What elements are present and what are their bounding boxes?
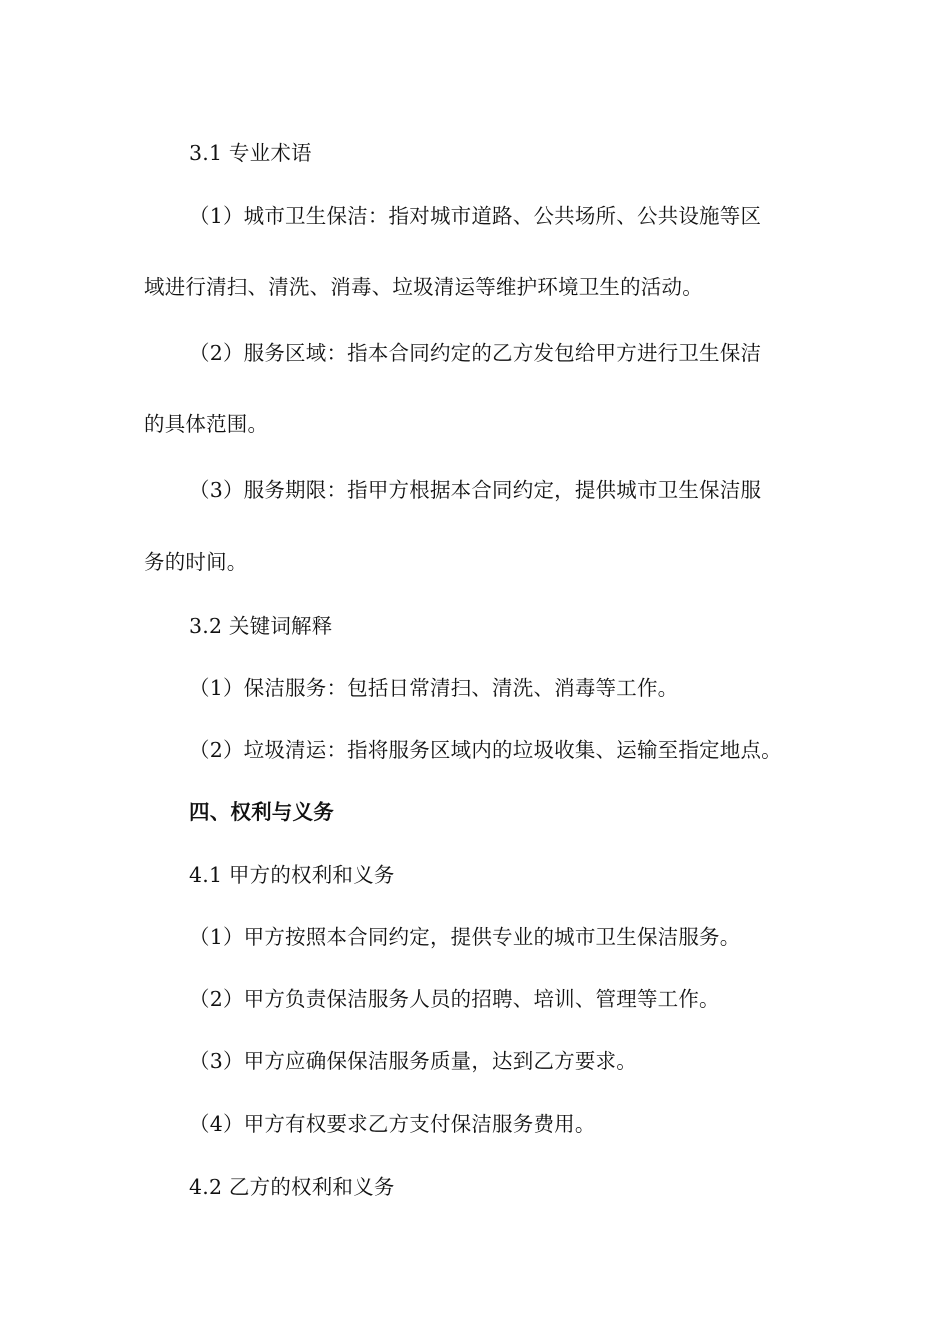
paragraph-line: （1）城市卫生保洁：指对城市道路、公共场所、公共设施等区	[189, 204, 762, 228]
paragraph-line: （3）甲方应确保保洁服务质量，达到乙方要求。	[189, 1049, 637, 1073]
paragraph-line: （1）甲方按照本合同约定，提供专业的城市卫生保洁服务。	[189, 925, 741, 949]
section-heading-4-2: 4.2 乙方的权利和义务	[189, 1175, 395, 1199]
paragraph-line: 的具体范围。	[144, 412, 269, 436]
section-heading-3-1: 3.1 专业术语	[189, 141, 312, 165]
chapter-heading-4: 四、权利与义务	[189, 800, 334, 824]
paragraph-line: （1）保洁服务：包括日常清扫、清洗、消毒等工作。	[189, 676, 679, 700]
paragraph-line: 务的时间。	[144, 550, 248, 574]
paragraph-line: （3）服务期限：指甲方根据本合同约定，提供城市卫生保洁服	[189, 478, 762, 502]
paragraph-line: 域进行清扫、清洗、消毒、垃圾清运等维护环境卫生的活动。	[144, 275, 703, 299]
paragraph-line: （2）甲方负责保洁服务人员的招聘、培训、管理等工作。	[189, 987, 720, 1011]
paragraph-line: （2）服务区域：指本合同约定的乙方发包给甲方进行卫生保洁	[189, 341, 762, 365]
paragraph-line: （4）甲方有权要求乙方支付保洁服务费用。	[189, 1112, 596, 1136]
paragraph-line: （2）垃圾清运：指将服务区域内的垃圾收集、运输至指定地点。	[189, 738, 782, 762]
section-heading-4-1: 4.1 甲方的权利和义务	[189, 863, 395, 887]
section-heading-3-2: 3.2 关键词解释	[189, 614, 333, 638]
